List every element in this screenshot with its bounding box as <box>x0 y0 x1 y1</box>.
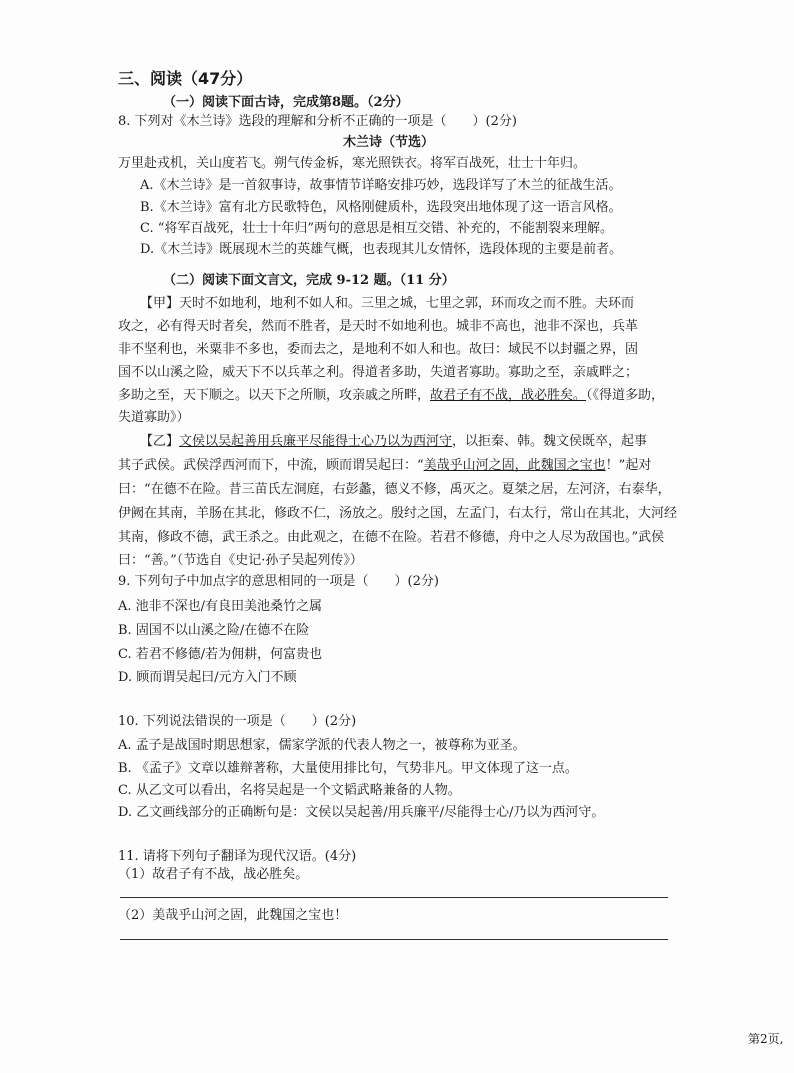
q9-stem: 9. 下列句子中加点字的意思相同的一项是（ ）(2分) <box>118 574 439 589</box>
q10-stem: 10. 下列说法错误的一项是（ ）(2分) <box>118 714 357 729</box>
jia-source: （《得道多助， <box>586 388 665 403</box>
yi-label: 【乙】 <box>140 434 180 449</box>
yi-underlined-sentence: 文侯以吴起善用兵廉平尽能得士心乃以为西河守 <box>179 434 453 449</box>
q8-option-b: B.《木兰诗》富有北方民歌特色，风格刚健质朴，选段突出地体现了这一语言风格。 <box>140 200 622 215</box>
q10-option-d: D. 乙文画线部分的正确断句是：文侯以吴起善/用兵廉平/尽能得士心/乃以为西河守。 <box>118 805 605 820</box>
poem-title: 木兰诗（节选） <box>343 135 435 150</box>
yi-line-6: 曰：“善。”（节选自《史记·孙子吴起列传》） <box>118 553 363 568</box>
q11-stem: 11. 请将下列句子翻译为现代汉语。(4分) <box>118 849 357 864</box>
section-title: 三、阅读（47分） <box>118 69 253 88</box>
q11-item-2: （2）美哉乎山河之固，此魏国之宝也！ <box>118 908 348 923</box>
yi-line-2-text: 其子武侯。武侯浮西河而下，中流，顾而谓吴起曰：“ <box>118 458 424 473</box>
yi-line-3: 曰：“在德不在险。昔三苗氏左洞庭，右彭蠡，德义不修，禹灭之。夏桀之居，左河济，右泰华， <box>118 482 671 497</box>
yi-quote-end: ！”起对 <box>605 458 652 473</box>
q8-stem: 8. 下列对《木兰诗》选段的理解和分析不正确的一项是（ ）(2分) <box>118 114 517 129</box>
yi-quote-underlined: 美哉乎山河之固，此魏国之宝也 <box>423 458 606 473</box>
q10-option-a: A. 孟子是战国时期思想家，儒家学派的代表人物之一，被尊称为亚圣。 <box>118 738 526 753</box>
q10-option-c: C. 从乙文可以看出，名将吴起是一个文韬武略兼备的人物。 <box>118 783 461 798</box>
answer-line-1[interactable] <box>120 897 668 898</box>
jia-line-4: 国不以山溪之险，威天下不以兵革之利。得道者多助，失道者寡助。寡助之至，亲戚畔之； <box>118 365 639 380</box>
yi-line-4: 伊阙在其南，羊肠在其北，修政不仁，汤放之。殷纣之国，左孟门，右太行，常山在其北，大河经 <box>118 506 678 521</box>
q11-item-1: （1）故君子有不战，战必胜矣。 <box>118 867 309 882</box>
q9-option-a: A. 池非不深也/有良田美池桑竹之属 <box>118 599 323 614</box>
yi-line-2 <box>118 457 651 475</box>
yi-line-1 <box>140 433 647 451</box>
q9-option-c: C. 若君不修德/若为佣耕，何富贵也 <box>118 647 323 662</box>
jia-line-1: 【甲】天时不如地利，地利不如人和。三里之城，七里之郭，环而攻之而不胜。夫环而 <box>140 296 635 311</box>
q8-option-a: A.《木兰诗》是一首叙事诗，故事情节详略安排巧妙，选段详写了木兰的征战生活。 <box>140 178 622 193</box>
answer-line-2[interactable] <box>120 939 668 940</box>
yi-line-5: 其南，修政不德，武王杀之。由此观之，在德不在险。若君不修德，舟中之人尽为敌国也。”武侯 <box>118 530 665 545</box>
page-number: 第2页, <box>748 1032 784 1046</box>
q10-option-b: B. 《孟子》文章以雄辩著称，大量使用排比句，气势非凡。甲文体现了这一点。 <box>118 761 578 776</box>
jia-underlined-sentence: 故君子有不战，战必胜矣。 <box>430 388 587 403</box>
q8-option-c: C. “将军百战死，壮士十年归”两句的意思是相互交错、补充的，不能割裂来理解。 <box>140 221 614 236</box>
jia-line-3: 非不坚利也，米粟非不多也，委而去之，是地利不如人和也。故曰：域民不以封疆之界，固 <box>118 342 639 357</box>
q9-option-b: B. 固国不以山溪之险/在德不在险 <box>118 623 310 638</box>
jia-line-2: 攻之，必有得天时者矣，然而不胜者，是天时不如地利也。城非不高也，池非不深也，兵革 <box>118 319 639 334</box>
part2-intro: （二）阅读下面文言文，完成 9-12 题。（11 分） <box>163 273 455 288</box>
part1-intro: （一）阅读下面古诗，完成第8题。（2分） <box>163 95 409 110</box>
q9-option-d: D. 顾而谓吴起曰/元方入门不顾 <box>118 670 297 685</box>
jia-line-5-text: 多助之至，天下顺之。以天下之所顺，攻亲戚之所畔， <box>118 388 431 403</box>
yi-line-1-rest: ，以拒秦、韩。魏文侯既卒，起事 <box>452 434 648 449</box>
q8-option-d: D.《木兰诗》既展现木兰的英雄气概，也表现其儿女情怀，选段体现的主要是前者。 <box>140 242 623 257</box>
jia-source-2: 失道寡助》） <box>118 410 190 425</box>
jia-line-5 <box>118 387 664 405</box>
poem-text: 万里赴戎机，关山度若飞。朔气传金柝，寒光照铁衣。将军百战死，壮士十年归。 <box>118 156 587 171</box>
